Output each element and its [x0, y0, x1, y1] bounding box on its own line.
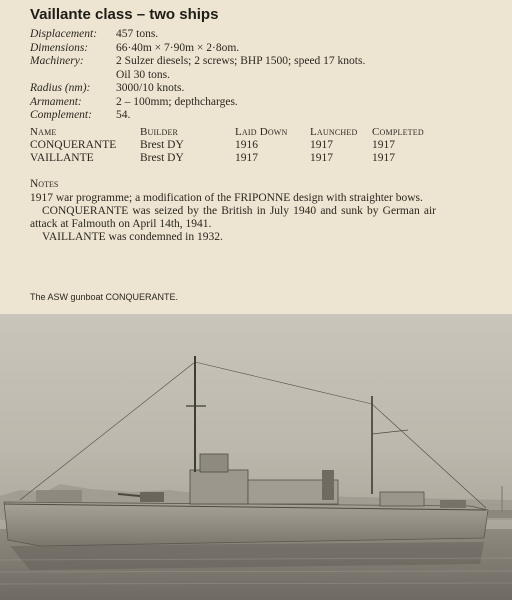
notes-paragraph: 1917 war programme; a modification of the FRIPONNE design with straighter bows.	[30, 192, 423, 204]
spec-label: Armament:	[30, 95, 82, 108]
table-cell: Brest DY	[140, 139, 184, 151]
table-cell: 1917	[310, 139, 333, 151]
spec-row-machinery	[30, 55, 490, 69]
aft-deckhouse	[380, 492, 424, 506]
superstructure-forward	[190, 470, 248, 504]
spec-value: 54.	[116, 109, 131, 121]
column-header-builder: Builder	[140, 126, 179, 138]
table-cell: 1917	[372, 152, 395, 164]
spec-row-displacement	[30, 28, 490, 42]
spec-row-dimensions	[30, 42, 490, 56]
spec-label: Displacement:	[30, 28, 98, 40]
column-header-completed: Completed	[372, 126, 424, 138]
notes-body	[30, 192, 436, 244]
table-cell: CONQUERANTE	[30, 139, 117, 151]
spec-value: 66·40m × 7·90m × 2·8om.	[116, 41, 240, 54]
spec-row-oil	[30, 69, 490, 83]
distant-vessel	[488, 510, 512, 518]
spec-value: 3000/10 knots.	[116, 82, 185, 94]
forward-gun	[140, 492, 164, 502]
spec-value: 2 – 100mm; depthcharges.	[116, 95, 238, 108]
stern-fittings	[440, 500, 466, 508]
page-title: Vaillante class – two ships	[30, 6, 219, 23]
table-cell: 1917	[372, 139, 395, 151]
spec-label: Machinery:	[30, 55, 84, 67]
table-cell: 1917	[310, 152, 333, 164]
ship-photograph	[0, 314, 512, 600]
table-cell: 1916	[235, 139, 258, 151]
spec-label: Radius (nm):	[30, 82, 91, 94]
column-header-laid-down: Laid Down	[235, 126, 288, 138]
notes-heading: Notes	[30, 178, 59, 190]
bow-fittings	[36, 490, 82, 502]
ships-table	[30, 126, 480, 165]
spec-row-complement	[30, 109, 490, 123]
spec-label	[30, 69, 116, 83]
spec-row-radius	[30, 82, 490, 96]
column-header-name: Name	[30, 126, 57, 138]
spec-value: 457 tons.	[116, 28, 159, 40]
table-cell: VAILLANTE	[30, 152, 94, 164]
table-row	[30, 139, 442, 152]
bridge	[200, 454, 228, 472]
notes-paragraph: CONQUERANTE was seized by the British in July 1940 and sunk by German air attack at Falmouth on April 14th, 1941.	[30, 205, 436, 230]
table-row	[30, 152, 442, 165]
spec-label: Dimensions:	[30, 41, 89, 54]
notes-paragraph: VAILLANTE was condemned in 1932.	[42, 231, 223, 243]
photo-caption: The ASW gunboat CONQUERANTE.	[30, 292, 179, 302]
column-header-launched: Launched	[310, 126, 358, 138]
spec-row-armament	[30, 96, 490, 110]
spec-label: Complement:	[30, 109, 92, 121]
spec-value: 2 Sulzer diesels; 2 screws; BHP 1500; speed 17 knots.	[116, 55, 366, 67]
funnel	[322, 470, 334, 500]
specifications	[30, 28, 490, 123]
table-cell: Brest DY	[140, 152, 184, 164]
table-cell: 1917	[235, 152, 258, 164]
spec-value: Oil 30 tons.	[116, 68, 170, 81]
ship-hull	[4, 502, 488, 546]
table-header-row	[30, 126, 442, 139]
